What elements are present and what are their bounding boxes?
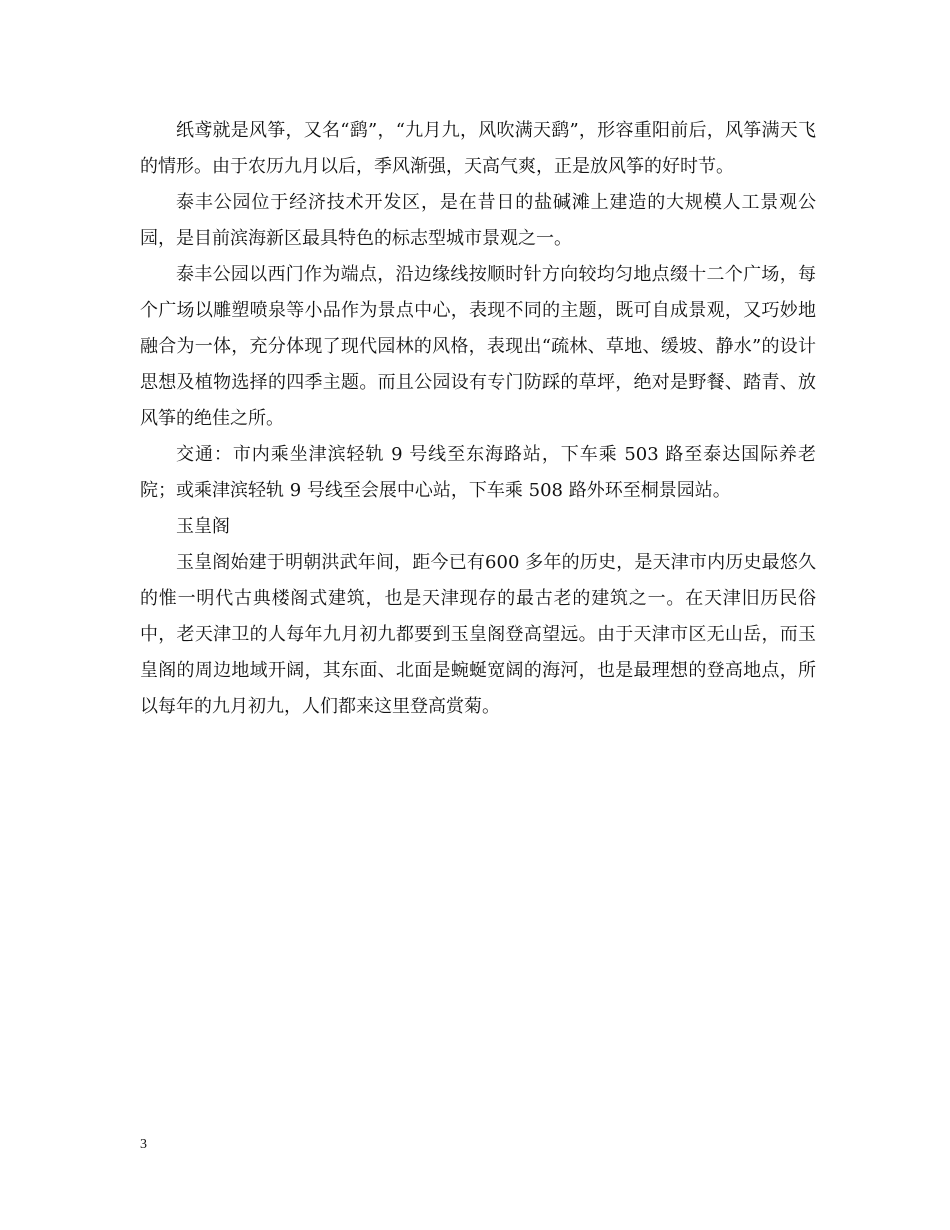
section-heading-yuhuangge: 玉皇阁	[176, 516, 230, 537]
paragraph-taifeng-park-intro: 泰丰公园位于经济技术开发区，是在昔日的盐碱滩上建造的大规模人工景观公园，是目前滨海新区最具特色的标志型城市景观之一。	[140, 192, 816, 249]
paragraph-taifeng-park-details: 泰丰公园以西门作为端点，沿边缘线按顺时针方向较均匀地点缀十二个广场，每个广场以雕塑喷泉等小品作为景点中心，表现不同的主题，既可自成景观，又巧妙地融合为一体，充分体现了现代园林的风格，表现出“疏林、草地、缓坡、静水”的设计思想及植物选择的四季主题。而且公园设有专门防踩的草坪，绝对是野餐、踏青、放风筝的绝佳之所。	[140, 264, 816, 429]
paragraph-yuhuangge: 玉皇阁始建于明朝洪武年间，距今已有600 多年的历史，是天津市内历史最悠久的惟一明代古典楼阁式建筑，也是天津现存的最古老的建筑之一。在天津旧历民俗中，老天津卫的人每年九月初九都要到玉皇阁登高望远。由于天津市区无山岳，而玉皇阁的周边地域开阔，其东面、北面是蜿蜒宽阔的海河，也是最理想的登高地点，所以每年的九月初九，人们都来这里登高赏菊。	[140, 552, 816, 717]
document-body	[140, 113, 816, 725]
paragraph-kite: 纸鸢就是风筝，又名“鹞”，“九月九，风吹满天鹞”，形容重阳前后，风筝满天飞的情形。由于农历九月以后，季风渐强，天高气爽，正是放风筝的好时节。	[140, 120, 816, 177]
paragraph-transportation: 交通：市内乘坐津滨轻轨 9 号线至东海路站，下车乘 503 路至泰达国际养老院；或乘津滨轻轨 9 号线至会展中心站，下车乘 508 路外环至桐景园站。	[140, 444, 816, 501]
page-number: 3	[140, 1137, 147, 1152]
